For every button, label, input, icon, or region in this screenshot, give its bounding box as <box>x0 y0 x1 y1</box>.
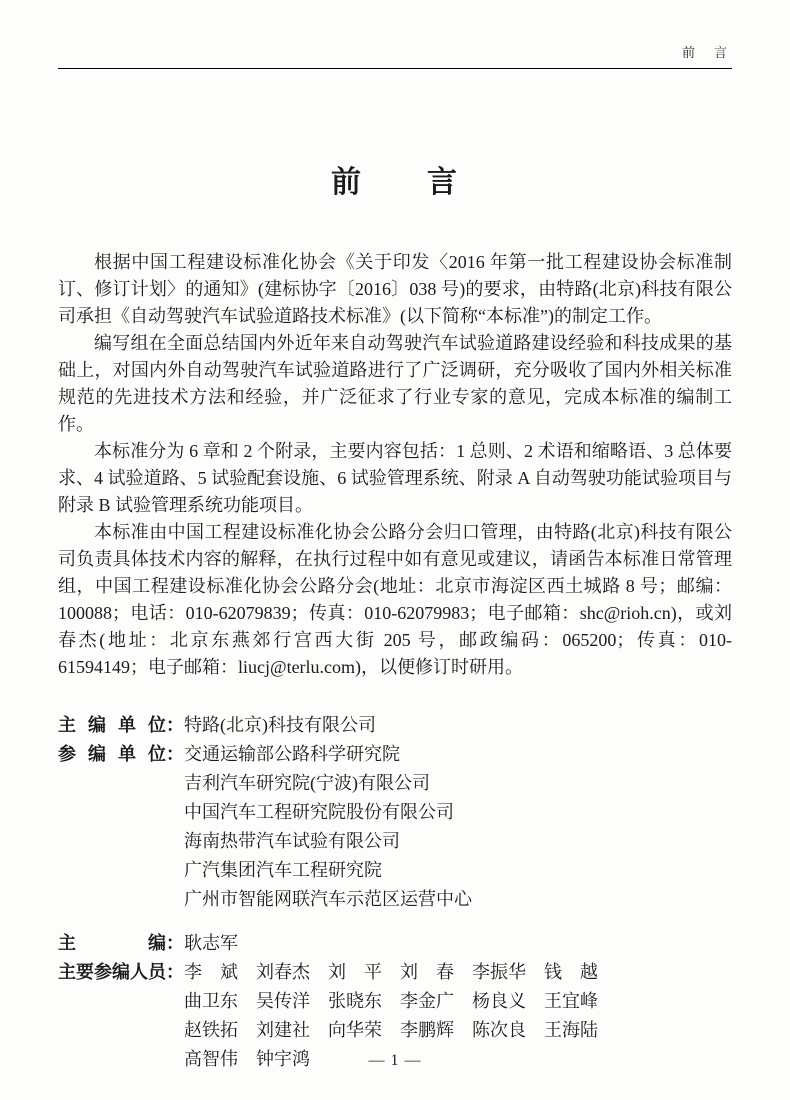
page-footer <box>0 1052 790 1070</box>
credit-label-main-participants: 主要参编人员 <box>58 962 166 982</box>
body-paragraph-2: 编写组在全面总结国内外近年来自动驾驶汽车试验道路建设经验和科技成果的基础上，对国内外自动驾驶汽车试验道路进行了广泛调研，充分吸收了国内外相关标准规范的先进技术方法和经验，并广泛征求了行业专家的意见，完成本标准的编制工作。 <box>58 333 732 434</box>
credits-section <box>58 711 732 1074</box>
credit-lines <box>184 711 732 740</box>
credit-line: 交通运输部公路科学研究院 <box>184 744 400 764</box>
credit-row-chief-editor <box>58 929 732 958</box>
credit-line: 赵铁拓 刘建社 向华荣 李鹏辉 陈次良 王海陆 <box>184 1020 598 1040</box>
running-header-title: 前 言 <box>681 45 730 60</box>
credit-lines <box>184 929 732 958</box>
credit-label-chief-editing-unit: 主编单位 <box>58 715 166 735</box>
page-title: 前 言 <box>331 166 459 199</box>
credit-line: 曲卫东 吴传洋 张晓东 李金广 杨良义 王宜峰 <box>184 991 598 1011</box>
page-number: — 1 — <box>368 1052 422 1069</box>
credit-colon: ： <box>166 715 184 735</box>
credit-line: 耿志军 <box>184 933 238 953</box>
body-paragraph-3: 本标准分为 6 章和 2 个附录，主要内容包括：1 总则、2 术语和缩略语、3 总体要求、4 试验道路、5 试验配套设施、6 试验管理系统、附录 A 自动驾驶功能试验项目与附录 B 试验管理系统功能项目。 <box>58 441 732 515</box>
credit-line: 广州市智能网联汽车示范区运营中心 <box>184 889 472 909</box>
credit-colon: ： <box>166 933 184 953</box>
credit-row-participating-units <box>58 740 732 914</box>
credit-label-participating-units: 参编单位 <box>58 744 166 764</box>
credit-line: 海南热带汽车试验有限公司 <box>184 831 400 851</box>
body-paragraph-1: 根据中国工程建设标准化协会《关于印发〈2016 年第一批工程建设协会标准制订、修订计划〉的通知》(建标协字〔2016〕038 号)的要求，由特路(北京)科技有限公司承担《自动驾驶汽车试验道路技术标准》(以下简称“本标准”)的制定工作。 <box>58 252 732 326</box>
page-header <box>58 42 732 69</box>
credit-label-chief-editor: 主编 <box>58 933 166 953</box>
credit-line: 吉利汽车研究院(宁波)有限公司 <box>184 773 430 793</box>
header-rule <box>58 68 732 69</box>
body-paragraph-4: 本标准由中国工程建设标准化协会公路分会归口管理，由特路(北京)科技有限公司负责具体技术内容的解释，在执行过程中如有意见或建议，请函告本标准日常管理组，中国工程建设标准化协会公路分会(地址：北京市海淀区西土城路 8 号；邮编：100088；电话：010-62079839；传真：010-62079983；电子邮箱：shc@rioh.cn)，或刘春杰(地址：北京东燕郊行宫西大街 205 号，邮政编码：065200；传真：010-61594149；电子邮箱：liucj@terlu.com)，以便修订时研用。 <box>58 522 732 677</box>
credit-row-chief-editing-unit <box>58 711 732 740</box>
credit-line: 中国汽车工程研究院股份有限公司 <box>184 802 454 822</box>
foreword-body <box>58 249 732 681</box>
credit-line: 高智伟 钟宇鸿 <box>184 1049 310 1069</box>
credit-colon: ： <box>166 744 184 764</box>
credit-colon: ： <box>166 962 184 982</box>
credit-lines <box>184 740 732 914</box>
credit-line: 李 斌 刘春杰 刘 平 刘 春 李振华 钱 越 <box>184 962 598 982</box>
credit-line: 特路(北京)科技有限公司 <box>184 715 376 735</box>
credit-line: 广汽集团汽车工程研究院 <box>184 860 382 880</box>
